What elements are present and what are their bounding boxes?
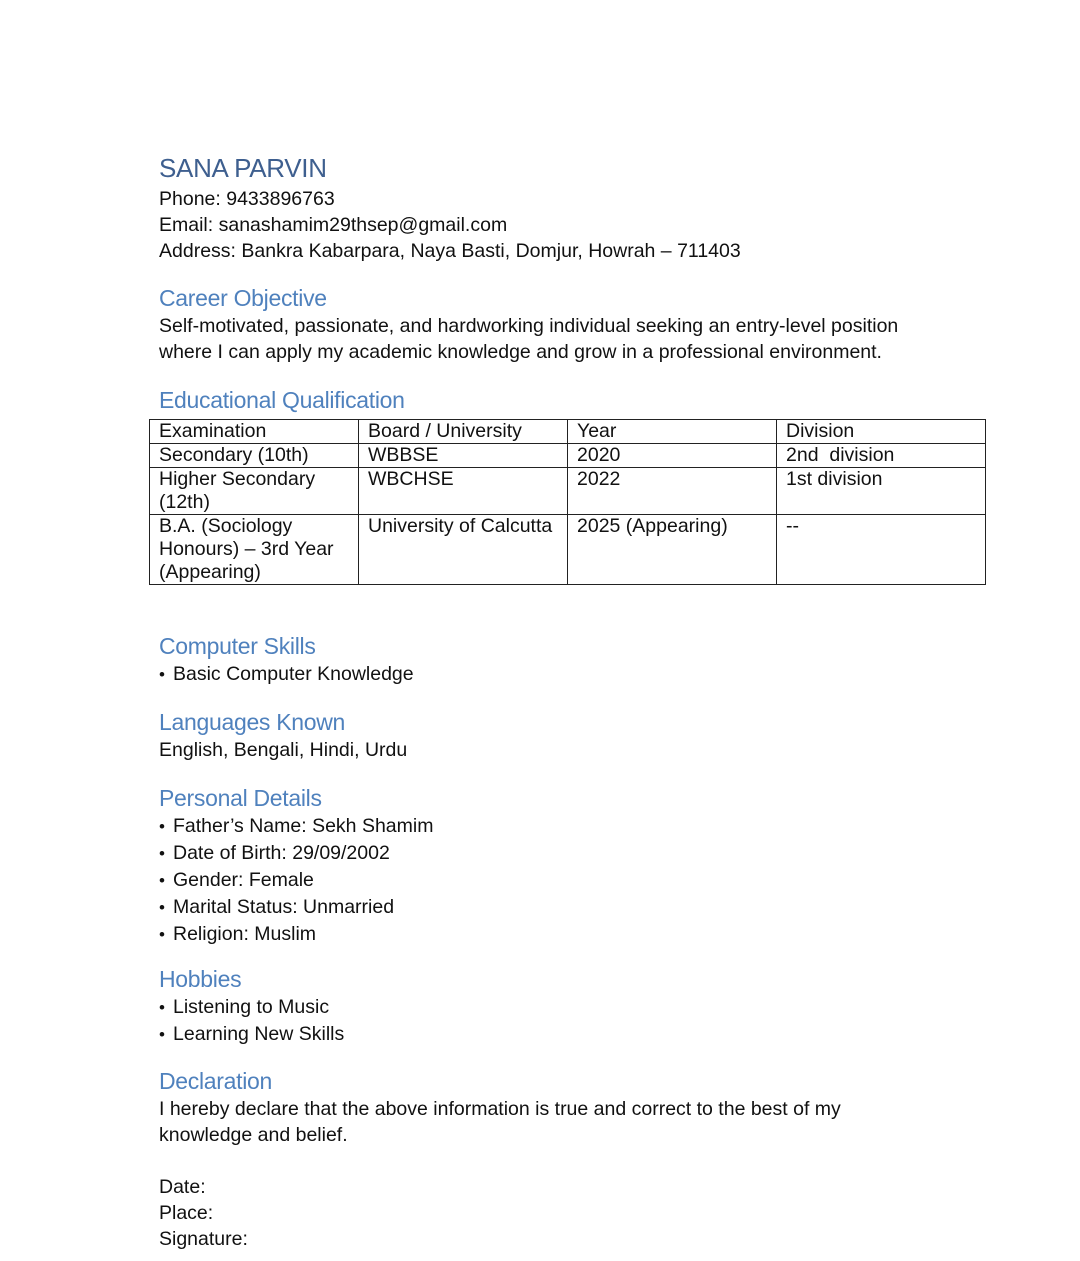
list-item: • Father’s Name: Sekh Shamim <box>159 813 433 840</box>
languages-section <box>159 707 407 763</box>
blank-spacer <box>159 1148 841 1174</box>
date-label: Date: <box>159 1176 206 1198</box>
table-cell: 2022 <box>568 468 777 515</box>
table-cell: Higher Secondary (12th) <box>150 468 359 515</box>
phone-line: Phone: 9433896763 <box>159 188 335 210</box>
table-cell: B.A. (Sociology Honours) – 3rd Year (Appearing) <box>150 515 359 585</box>
list-item: • Gender: Female <box>159 867 433 894</box>
table-cell: Secondary (10th) <box>150 444 359 468</box>
header-cell-division: Division <box>777 420 986 444</box>
table-cell: -- <box>777 515 986 585</box>
address-line: Address: Bankra Kabarpara, Naya Basti, Domjur, Howrah – 711403 <box>159 240 741 262</box>
place-label: Place: <box>159 1202 214 1224</box>
languages-heading: Languages Known <box>159 709 346 735</box>
signature-label: Signature: <box>159 1228 248 1250</box>
table-cell: University of Calcutta <box>359 515 568 585</box>
education-table <box>149 419 986 585</box>
education-heading: Educational Qualification <box>159 387 405 413</box>
computer-skills-section <box>159 631 414 688</box>
education-heading-block <box>159 385 405 415</box>
hobbies-section <box>159 964 344 1048</box>
career-objective-heading: Career Objective <box>159 285 327 311</box>
declaration-section <box>159 1066 841 1252</box>
list-item: • Learning New Skills <box>159 1021 344 1048</box>
career-objective-line-2: where I can apply my academic knowledge and grow in a professional environment. <box>159 341 882 363</box>
career-objective-line-1: Self-motivated, passionate, and hardworking individual seeking an entry-level position <box>159 315 899 337</box>
table-cell: WBCHSE <box>359 468 568 515</box>
career-objective-section <box>159 283 898 365</box>
email-line: Email: sanashamim29thsep@gmail.com <box>159 214 508 236</box>
personal-details-section <box>159 783 433 948</box>
table-cell: 2025 (Appearing) <box>568 515 777 585</box>
declaration-line-1: I hereby declare that the above information is true and correct to the best of my <box>159 1098 841 1120</box>
table-row <box>150 444 986 468</box>
table-cell: 2nd division <box>777 444 986 468</box>
declaration-line-2: knowledge and belief. <box>159 1124 348 1146</box>
hobbies-heading: Hobbies <box>159 966 242 992</box>
header-cell-year: Year <box>568 420 777 444</box>
computer-skills-heading: Computer Skills <box>159 633 316 659</box>
table-cell: WBBSE <box>359 444 568 468</box>
table-row <box>150 515 986 585</box>
table-row <box>150 468 986 515</box>
table-cell: 1st division <box>777 468 986 515</box>
header-cell-examination: Examination <box>150 420 359 444</box>
languages-text: English, Bengali, Hindi, Urdu <box>159 739 408 761</box>
list-item: • Religion: Muslim <box>159 921 433 948</box>
list-item: • Marital Status: Unmarried <box>159 894 433 921</box>
candidate-name: SANA PARVIN <box>159 153 327 183</box>
header-cell-board: Board / University <box>359 420 568 444</box>
table-cell: 2020 <box>568 444 777 468</box>
list-item: • Basic Computer Knowledge <box>159 661 414 688</box>
contact-block <box>159 186 741 264</box>
table-header-row <box>150 420 986 444</box>
declaration-heading: Declaration <box>159 1068 273 1094</box>
personal-details-heading: Personal Details <box>159 785 322 811</box>
list-item: • Listening to Music <box>159 994 344 1021</box>
list-item: • Date of Birth: 29/09/2002 <box>159 840 433 867</box>
